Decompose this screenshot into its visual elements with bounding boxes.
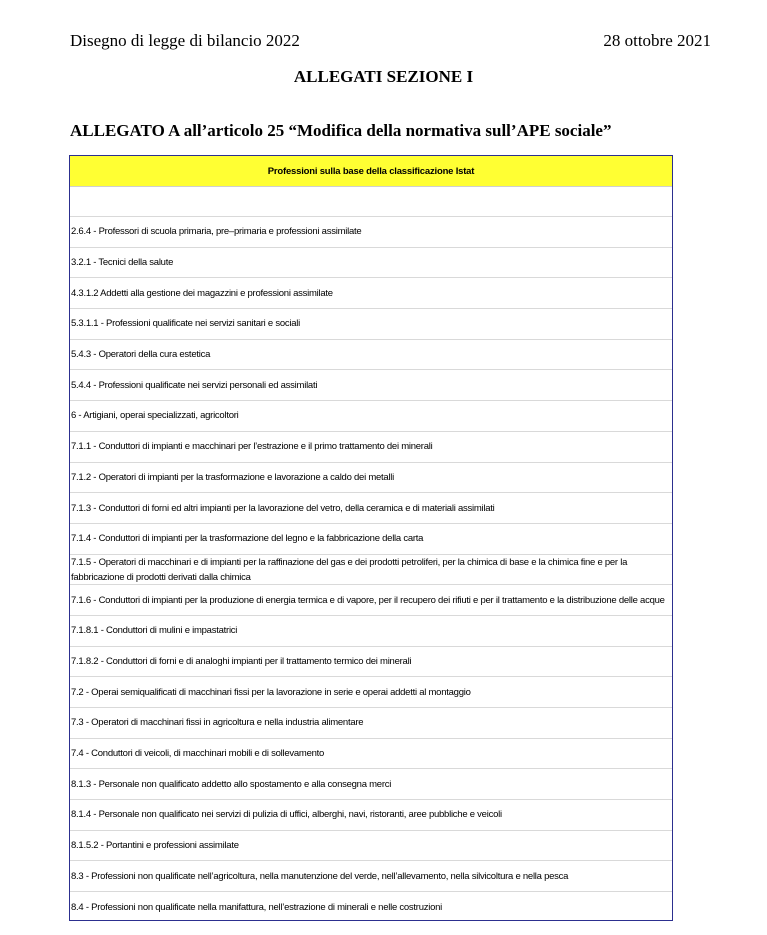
table-row: 7.3 - Operatori di macchinari fissi in agricoltura e nella industria alimentare bbox=[70, 708, 672, 739]
table-row: 7.4 - Conduttori di veicoli, di macchinari mobili e di sollevamento bbox=[70, 739, 672, 770]
table-row: 2.6.4 - Professori di scuola primaria, pre–primaria e professioni assimilate bbox=[70, 217, 672, 248]
section-title: ALLEGATI SEZIONE I bbox=[293, 67, 474, 86]
table-row: 3.2.1 - Tecnici della salute bbox=[70, 248, 672, 279]
table-row: 6 - Artigiani, operai specializzati, agricoltori bbox=[70, 401, 672, 432]
annex-title: ALLEGATO A all’articolo 25 “Modifica della normativa sull’APE sociale” bbox=[70, 121, 612, 140]
table-empty-row bbox=[70, 187, 672, 217]
table-row: 4.3.1.2 Addetti alla gestione dei magazzini e professioni assimilate bbox=[70, 278, 672, 309]
professions-table bbox=[69, 155, 673, 921]
table-row: 5.4.4 - Professioni qualificate nei servizi personali ed assimilati bbox=[70, 370, 672, 401]
table-row: 8.3 - Professioni non qualificate nell’agricoltura, nella manutenzione del verde, nell’allevamento, nella silvicoltura e nella pesca bbox=[70, 861, 672, 892]
table-row: 7.1.8.2 - Conduttori di forni e di analoghi impianti per il trattamento termico dei minerali bbox=[70, 647, 672, 678]
table-header: Professioni sulla base della classificazione Istat bbox=[70, 156, 672, 187]
document-header-date: 28 ottobre 2021 bbox=[603, 31, 711, 50]
table-row: 7.1.1 - Conduttori di impianti e macchinari per l’estrazione e il primo trattamento dei minerali bbox=[70, 432, 672, 463]
table-row: 7.1.5 - Operatori di macchinari e di impianti per la raffinazione del gas e dei prodotti petroliferi, per la chimica di base e la chimica fine e per la fabbricazione di prodotti derivati dalla chimica bbox=[70, 555, 672, 586]
table-row: 5.4.3 - Operatori della cura estetica bbox=[70, 340, 672, 371]
table-row: 7.1.2 - Operatori di impianti per la trasformazione e lavorazione a caldo dei metalli bbox=[70, 463, 672, 494]
table-row: 8.1.4 - Personale non qualificato nei servizi di pulizia di uffici, alberghi, navi, ristoranti, aree pubbliche e veicoli bbox=[70, 800, 672, 831]
table-row: 7.1.3 - Conduttori di forni ed altri impianti per la lavorazione del vetro, della ceramica e di materiali assimilati bbox=[70, 493, 672, 524]
document-header-title: Disegno di legge di bilancio 2022 bbox=[70, 31, 300, 50]
table-row: 8.1.3 - Personale non qualificato addetto allo spostamento e alla consegna merci bbox=[70, 769, 672, 800]
table-row: 7.1.4 - Conduttori di impianti per la trasformazione del legno e la fabbricazione della carta bbox=[70, 524, 672, 555]
table-row: 5.3.1.1 - Professioni qualificate nei servizi sanitari e sociali bbox=[70, 309, 672, 340]
table-row: 8.4 - Professioni non qualificate nella manifattura, nell’estrazione di minerali e nelle costruzioni bbox=[71, 901, 443, 913]
table-row: 7.1.6 - Conduttori di impianti per la produzione di energia termica e di vapore, per il recupero dei rifiuti e per il trattamento e la distribuzione delle acque bbox=[70, 585, 672, 616]
table-row: 7.1.8.1 - Conduttori di mulini e impastatrici bbox=[70, 616, 672, 647]
table-row: 7.2 - Operai semiqualificati di macchinari fissi per la lavorazione in serie e operai addetti al montaggio bbox=[70, 677, 672, 708]
table-row: 8.1.5.2 - Portantini e professioni assimilate bbox=[70, 831, 672, 862]
